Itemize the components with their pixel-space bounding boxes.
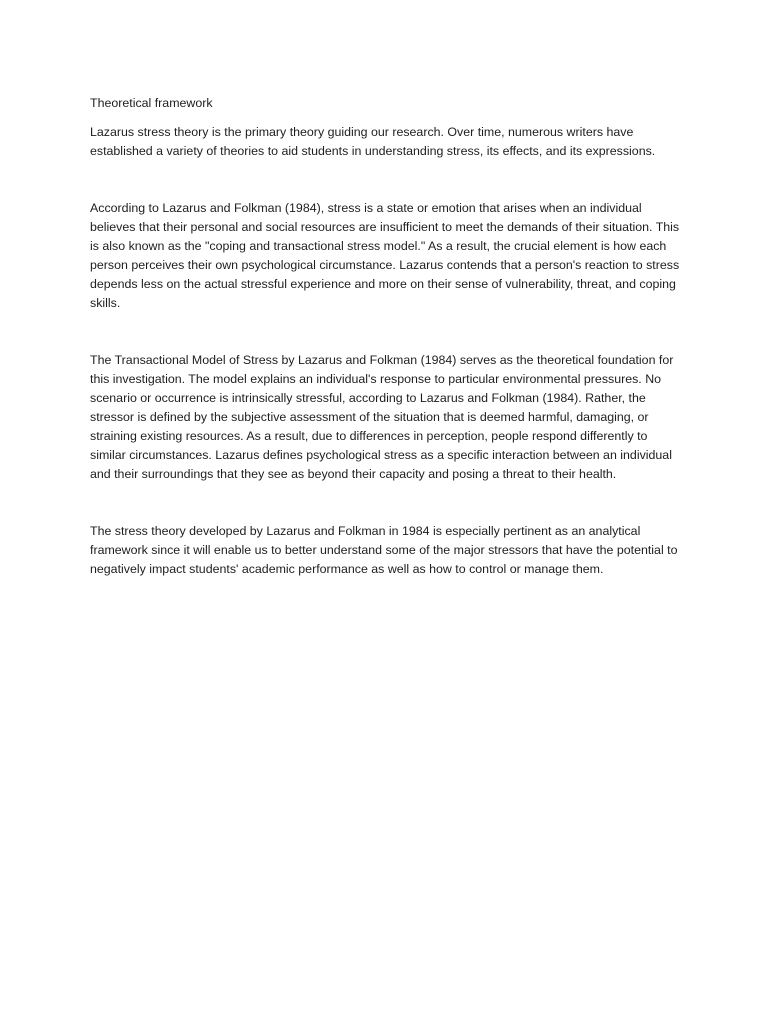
- document-body: [90, 94, 686, 579]
- paragraph-3: The Transactional Model of Stress by Lazarus and Folkman (1984) serves as the theoretical foundation for this investigation. The model explains an individual's response to particular environmental pressures. No scenario or occurrence is intrinsically stressful, according to Lazarus and Folkman (1984). Rather, the stressor is defined by the subjective assessment of the situation that is deemed harmful, damaging, or straining existing resources. As a result, due to differences in perception, people respond differently to similar circumstances. Lazarus defines psychological stress as a specific interaction between an individual and their surroundings that they see as beyond their capacity and posing a threat to their health.: [90, 353, 674, 481]
- paragraph-2: According to Lazarus and Folkman (1984), stress is a state or emotion that arises when an individual believes that their personal and social resources are insufficient to meet the demands of their situation. This is also known as the "coping and transactional stress model." As a result, the crucial element is how each person perceives their own psychological circumstance. Lazarus contends that a person's reaction to stress depends less on the actual stressful experience and more on their sense of vulnerability, threat, and coping skills.: [90, 201, 680, 310]
- paragraph-1: Lazarus stress theory is the primary theory guiding our research. Over time, numerous writers have established a variety of theories to aid students in understanding stress, its effects, and its expressions.: [90, 125, 656, 158]
- paragraph-4: The stress theory developed by Lazarus and Folkman in 1984 is especially pertinent as an analytical framework since it will enable us to better understand some of the major stressors that have the potential to negatively impact students' academic performance as well as how to control or manage them.: [90, 524, 678, 576]
- section-heading: Theoretical framework: [90, 96, 213, 110]
